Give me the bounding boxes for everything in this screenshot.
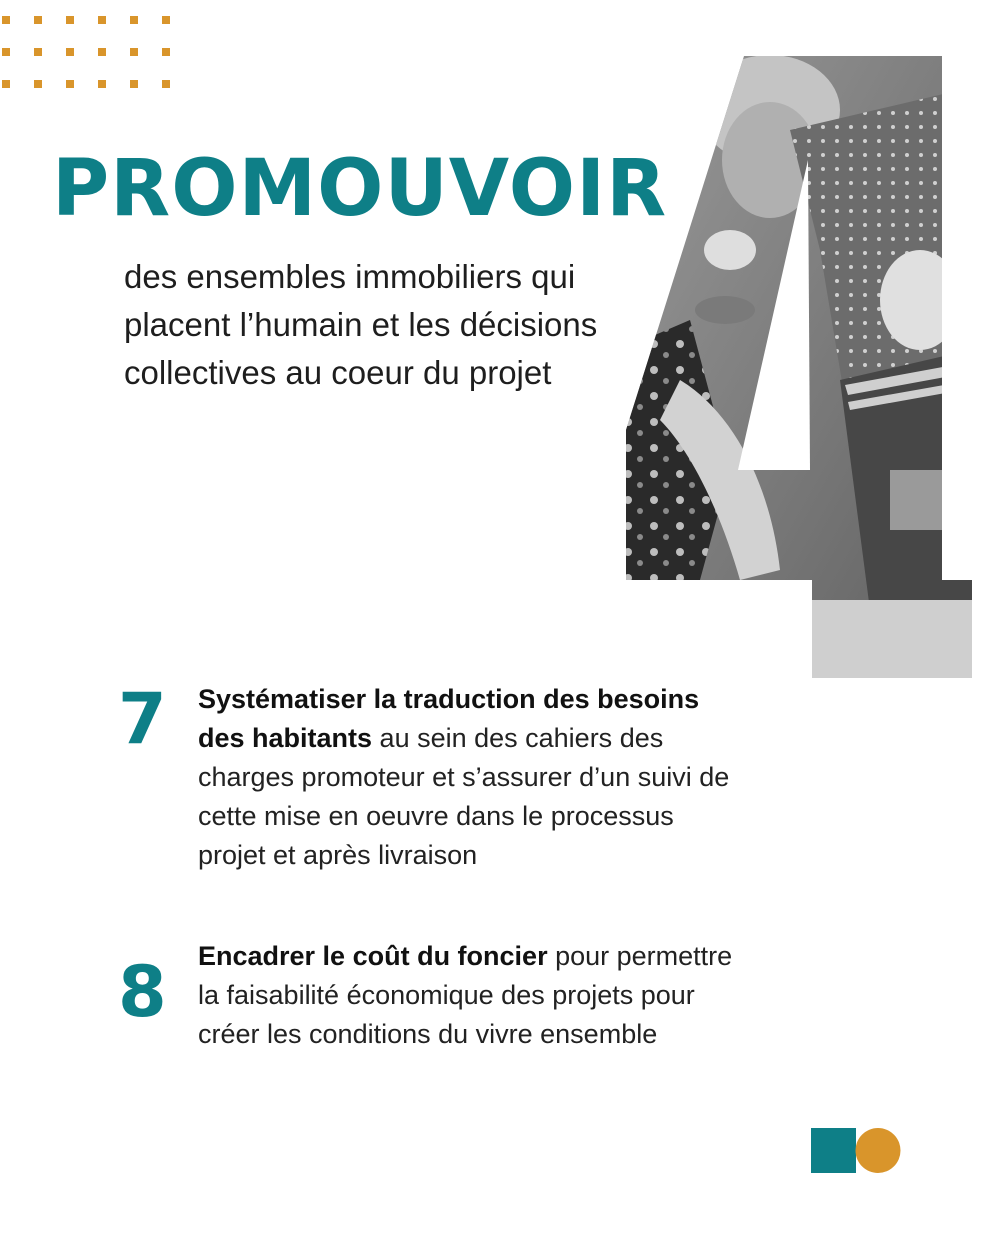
grid-dot — [66, 48, 74, 56]
grid-dot — [2, 16, 10, 24]
item-text — [198, 680, 738, 875]
grid-dot — [162, 48, 170, 56]
page-subtitle: des ensembles immobiliers qui placent l’humain et les décisions collectives au coeur du projet — [124, 258, 598, 391]
grid-dot — [34, 16, 42, 24]
grid-dot — [66, 16, 74, 24]
grid-dot — [98, 48, 106, 56]
grid-dot — [162, 16, 170, 24]
item-body-text: au sein des cahiers des charges promoteur et s’assurer d’un suivi de cette mise en oeuvre dans le processus projet et après livraison — [198, 723, 730, 870]
item-body-text: pour permettre la faisabilité économique des projets pour créer les conditions du vivre ensemble — [198, 941, 733, 1049]
item-text — [198, 937, 738, 1054]
grid-dot — [66, 80, 74, 88]
grid-dot — [130, 80, 138, 88]
grid-dot — [130, 48, 138, 56]
grid-dot — [2, 48, 10, 56]
grid-dot — [34, 80, 42, 88]
grid-dot — [130, 16, 138, 24]
item-bold-text: Systématiser la traduction des besoins des habitants — [198, 684, 700, 753]
dot-grid-decoration — [0, 0, 180, 100]
grid-dot — [98, 16, 106, 24]
square-circle-logo — [811, 1128, 901, 1173]
page-title: PROMOUVOIR — [52, 144, 668, 234]
item-bold-text: Encadrer le coût du foncier — [198, 941, 548, 971]
grid-dot — [2, 80, 10, 88]
grid-dot — [98, 80, 106, 88]
grid-dot — [34, 48, 42, 56]
item-number: 7 — [118, 678, 167, 760]
grid-dot — [162, 80, 170, 88]
item-number: 8 — [118, 951, 167, 1033]
